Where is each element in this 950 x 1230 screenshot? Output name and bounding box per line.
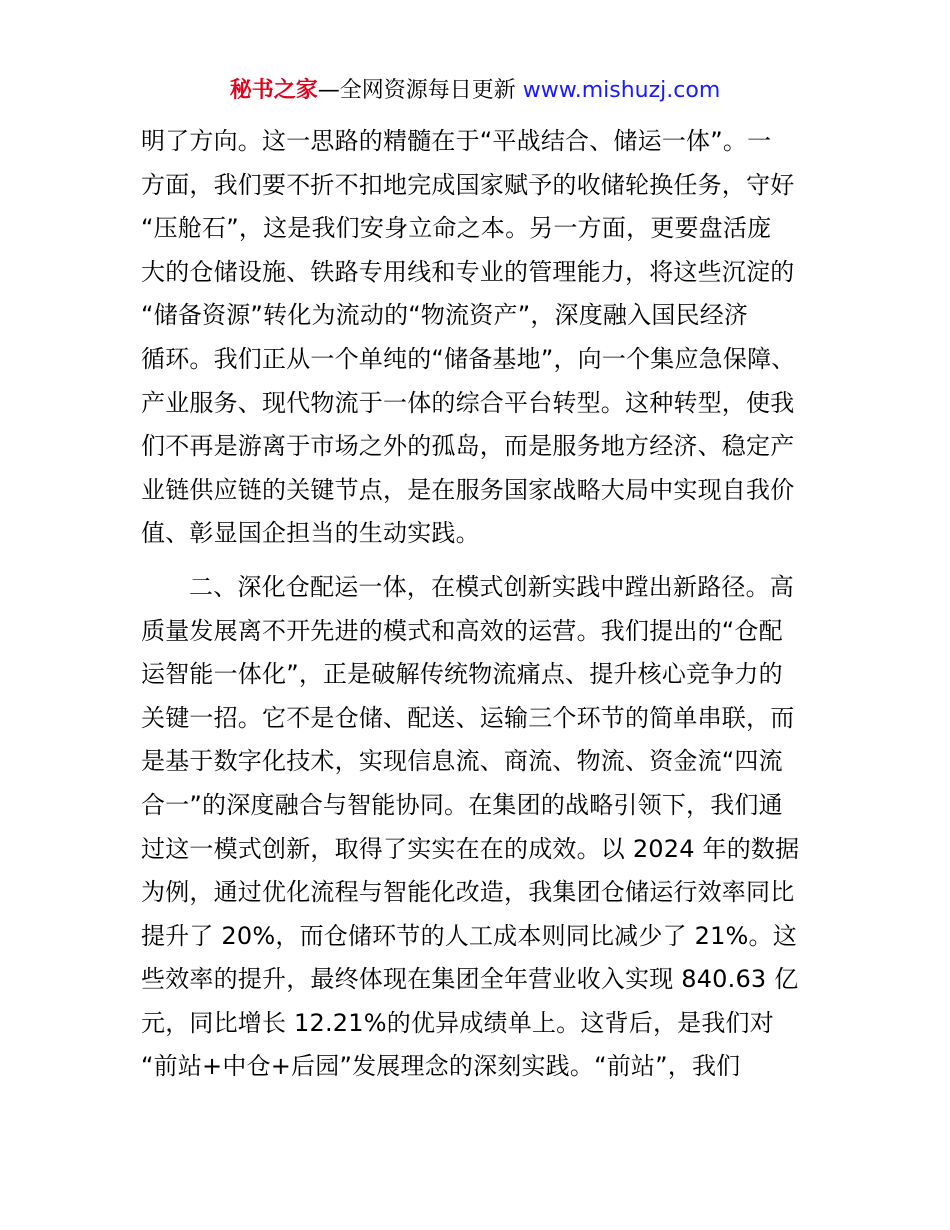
text-line: 明了方向。这一思路的精髓在于“平战结合、储运一体”。一 bbox=[141, 127, 772, 155]
paragraph-2 bbox=[141, 566, 821, 1089]
text-line: 值、彰显国企担当的生动实践。 bbox=[141, 519, 480, 548]
page-header bbox=[0, 76, 950, 106]
brand-name: 秘书之家 bbox=[229, 78, 318, 103]
document-body bbox=[141, 120, 821, 1089]
site-url[interactable]: www.mishuzj.com bbox=[522, 78, 721, 103]
text-line: 运智能一体化”，正是破解传统物流痛点、提升核心竞争力的 bbox=[141, 660, 783, 689]
text-line: 为例，通过优化流程与智能化改造，我集团仓储运行效率同比 bbox=[141, 878, 795, 907]
text-line: 循环。我们正从一个单纯的“储备基地”，向一个集应急保障、 bbox=[141, 344, 796, 373]
text-line: 大的仓储设施、铁路专用线和专业的管理能力，将这些沉淀的 bbox=[141, 257, 795, 286]
header-tagline: —全网资源每日更新 bbox=[317, 78, 523, 103]
text-line: 关键一招。它不是仓储、配送、运输三个环节的简单串联，而 bbox=[141, 703, 795, 732]
text-line: 提升了 20%，而仓储环节的人工成本则同比减少了 21%。这 bbox=[141, 921, 797, 950]
text-line: 些效率的提升，最终体现在集团全年营业收入实现 840.63 亿 bbox=[141, 965, 799, 994]
text-line: 过这一模式创新，取得了实实在在的成效。以 2024 年的数据 bbox=[141, 834, 800, 863]
text-line: 质量发展离不开先进的模式和高效的运营。我们提出的“仓配 bbox=[141, 616, 783, 645]
text-line: 方面，我们要不折不扣地完成国家赋予的收储轮换任务，守好 bbox=[141, 170, 795, 199]
text-line: “储备资源”转化为流动的“物流资产”，深度融入国民经济 bbox=[141, 301, 749, 330]
text-line: 合一”的深度融合与智能协同。在集团的战略引领下，我们通 bbox=[141, 790, 783, 819]
text-line: 产业服务、现代物流于一体的综合平台转型。这种转型，使我 bbox=[141, 388, 795, 417]
text-line: 是基于数字化技术，实现信息流、商流、物流、资金流“四流 bbox=[141, 747, 783, 776]
text-line: “压舱石”，这是我们安身立命之本。另一方面，更要盘活庞 bbox=[141, 214, 772, 243]
paragraph-spacer bbox=[141, 556, 821, 566]
text-line: 二、深化仓配运一体，在模式创新实践中蹚出新路径。高 bbox=[189, 572, 794, 601]
paragraph-1 bbox=[141, 120, 821, 556]
text-line: 们不再是游离于市场之外的孤岛，而是服务地方经济、稳定产 bbox=[141, 432, 795, 461]
text-line: 元，同比增长 12.21%的优异成绩单上。这背后，是我们对 bbox=[141, 1008, 774, 1037]
text-line: “前站+中仓+后园”发展理念的深刻实践。“前站”，我们 bbox=[141, 1052, 741, 1081]
text-line: 业链供应链的关键节点，是在服务国家战略大局中实现自我价 bbox=[141, 475, 795, 504]
